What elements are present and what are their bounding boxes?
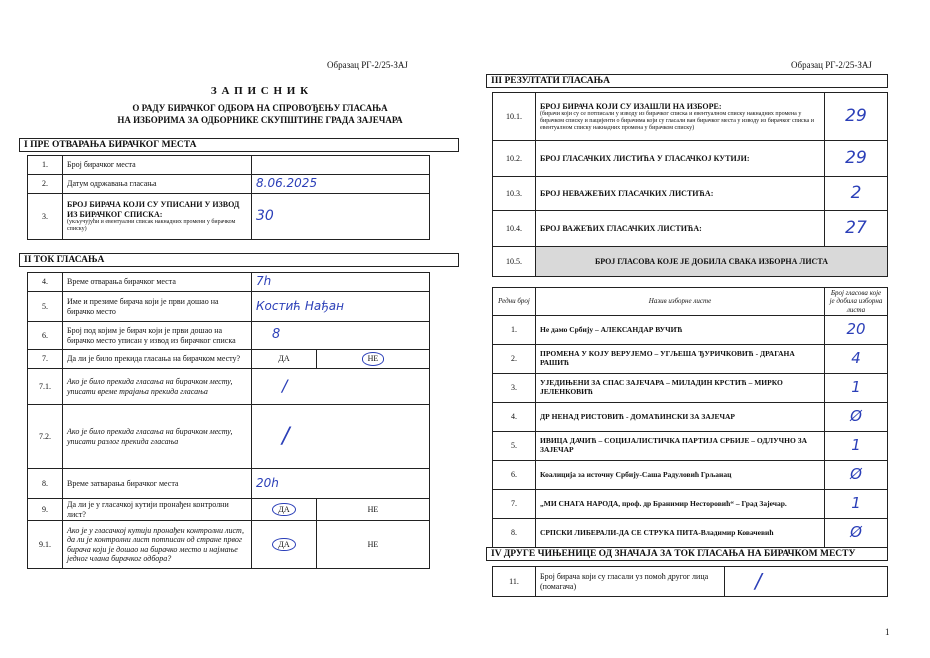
row-number: 4. [28,273,63,292]
row-number: 10.1. [493,93,536,141]
interruption-reason-value[interactable]: / [252,405,430,469]
table-row [493,141,888,177]
row-label: Време затварања бирачког места [63,469,252,499]
turnout-label: БРОЈ БИРАЧА КОЈИ СУ ИЗАШЛИ НА ИЗБОРЕ: [540,101,722,111]
results-table [492,92,888,277]
table-row [28,273,430,292]
list-number: 7. [493,490,536,519]
list-name: СРПСКИ ЛИБЕРАЛИ-ДА СЕ СТРУКА ПИТА-Владимир Ковачевић [536,519,825,548]
row-label: Ако је било прекида гласања на бирачком месту, уписати време трајања прекида гласања [63,369,252,405]
row-number: 6. [28,322,63,350]
option-no[interactable]: НЕ [317,521,430,569]
row-number: 10.5. [493,247,536,277]
list-row [493,490,888,519]
list-number: 6. [493,461,536,490]
valid-ballots-value[interactable]: 27 [825,211,888,247]
row-number: 7. [28,350,63,369]
table-row [28,499,430,521]
list-number: 8. [493,519,536,548]
row-label [536,93,825,141]
table-row [28,469,430,499]
row-number: 7.2. [28,405,63,469]
list-row [493,461,888,490]
column-header-number: Редни број [493,288,536,316]
first-voter-number-value[interactable]: 8 [252,322,430,350]
section-1-table [27,155,430,240]
row-label: Ако је у гласачкој кутији пронађен контролни лист, да ли је контролни лист потписан од стране првог бирача који је дошао на бирачко место и најмање једног члана бирачког одбора? [63,521,252,569]
row-label: Број под којим је бирач који је први дошао на бирачко место уписан у извод из бирачког списка [63,322,252,350]
table-row [493,247,888,277]
option-no-selected[interactable] [317,350,430,369]
row-number: 8. [28,469,63,499]
option-yes-selected[interactable] [252,521,317,569]
turnout-note: (бирачи који су се потписали у изводу из бирачког списка и евентуалном списку накнадних промена у бирачком списку и пацијенти о бирачима који су гласали ван бирачког места у изводу из бирачког списка и евентуалном списку накнадних промена у бирачком списку) [540,110,814,131]
list-votes[interactable]: 4 [825,345,888,374]
row-number: 10.2. [493,141,536,177]
list-row [493,403,888,432]
list-number: 3. [493,374,536,403]
row-number: 5. [28,292,63,322]
page-number: 1 [885,627,890,637]
table-header-row [493,288,888,316]
interruption-duration-value[interactable]: / [252,369,430,405]
row-label: Време отварања бирачког места [63,273,252,292]
list-row [493,374,888,403]
registered-voters-note: (укључујући и евентуални списак накнадних промени у бирачком списку) [67,218,236,232]
row-number: 11. [493,567,536,597]
option-yes-selected[interactable] [252,499,317,521]
row-number: 10.3. [493,177,536,211]
table-row [493,211,888,247]
table-row [28,156,430,175]
list-votes[interactable]: Ø [825,403,888,432]
row-label: Број бирачког места [63,156,252,175]
table-row [28,405,430,469]
list-name: УЈЕДИЊЕНИ ЗА СПАС ЗАЈЕЧАРА – МИЛАДИН КРСТИЋ – МИРКО ЈЕЛЕНКОВИЋ [536,374,825,403]
section-3-header: III РЕЗУЛТАТИ ГЛАСАЊА [486,74,888,88]
list-row [493,345,888,374]
table-row [28,350,430,369]
polling-station-value[interactable] [252,156,430,175]
row-label: Датум одржавања гласања [63,175,252,194]
list-number: 5. [493,432,536,461]
table-row [28,521,430,569]
section-2-header: II ТОК ГЛАСАЊА [19,253,459,267]
row-label: Да ли је било прекида гласања на бирачком месту? [63,350,252,369]
lists-table [492,287,888,548]
list-row [493,316,888,345]
registered-voters-value[interactable]: 30 [252,194,430,240]
row-label: БРОЈ НЕВАЖЕЋИХ ГЛАСАЧКИХ ЛИСТИЋА: [536,177,825,211]
form-code-left: Образац РГ-2/25-ЗАЈ [327,60,408,70]
votes-heading: БРОЈ ГЛАСОВА КОЈЕ ЈЕ ДОБИЛА СВАКА ИЗБОРНА ЛИСТА [536,247,888,277]
option-no[interactable]: НЕ [317,499,430,521]
list-votes[interactable]: Ø [825,519,888,548]
list-name: Коалиција за источну Србију-Саша Радуловић Грљанац [536,461,825,490]
row-number: 2. [28,175,63,194]
form-code-right: Образац РГ-2/25-ЗАЈ [791,60,872,70]
list-number: 1. [493,316,536,345]
table-row [493,93,888,141]
closing-time-value[interactable]: 20h [252,469,430,499]
section-4-table [492,566,888,597]
date-value[interactable]: 8.06.2025 [252,175,430,194]
list-name: „МИ СНАГА НАРОДА, проф. др Бранимир Несторовић“ – Град Зајечар. [536,490,825,519]
row-label: БРОЈ ГЛАСАЧКИХ ЛИСТИЋА У ГЛАСАЧКОЈ КУТИЈИ: [536,141,825,177]
row-label: БРОЈ ВАЖЕЋИХ ГЛАСАЧКИХ ЛИСТИЋА: [536,211,825,247]
option-no-label: НЕ [362,352,385,365]
row-number: 9.1. [28,521,63,569]
option-yes-label: ДА [272,538,295,551]
list-name: ИВИЦА ДАЧИЋ – СОЦИЈАЛИСТИЧКА ПАРТИЈА СРБИЈЕ – ОДЛУЧНО ЗА ЗАЈЕЧАР [536,432,825,461]
row-label: Број бирача који су гласали уз помоћ другог лица (помагача) [536,567,725,597]
table-row [493,177,888,211]
list-number: 4. [493,403,536,432]
list-row [493,519,888,548]
list-name: Не дамо Србију – АЛЕКСАНДАР ВУЧИЋ [536,316,825,345]
list-votes[interactable]: 1 [825,490,888,519]
registered-voters-label: БРОЈ БИРАЧА КОЈИ СУ УПИСАНИ У ИЗВОД ИЗ БИРАЧКОГ СПИСКА: [67,200,240,219]
list-row [493,432,888,461]
list-name: ПРОМЕНА У КОЈУ ВЕРУЈЕМО – УГЉЕША ЂУРИЧКОВИЋ - ДРАГАНА РАШИЋ [536,345,825,374]
row-label: Да ли је у гласачкој кутији пронађен контролни лист? [63,499,252,521]
section-2-table [27,272,430,569]
list-votes[interactable]: 1 [825,432,888,461]
document-subtitle-1: О РАДУ БИРАЧКОГ ОДБОРА НА СПРОВОЂЕЊУ ГЛАСАЊА [132,103,388,113]
document-title: З А П И С Н И К [210,85,310,97]
section-1-header: I ПРЕ ОТВАРАЊА БИРАЧКОГ МЕСТА [19,138,459,152]
table-row [493,567,888,597]
list-votes[interactable]: 20 [825,316,888,345]
row-number: 10.4. [493,211,536,247]
turnout-value[interactable]: 29 [825,93,888,141]
table-row [28,292,430,322]
list-number: 2. [493,345,536,374]
row-label: Име и презиме бирача који је први дошао на бирачко место [63,292,252,322]
section-4-header: IV ДРУГЕ ЧИЊЕНИЦЕ ОД ЗНАЧАЈА ЗА ТОК ГЛАСАЊА НА БИРАЧКОМ МЕСТУ [486,547,888,561]
list-votes[interactable]: 1 [825,374,888,403]
row-label [63,194,252,240]
first-voter-name-value[interactable]: Костић Нађан [252,292,430,322]
table-row [28,175,430,194]
row-label: Ако је било прекида гласања на бирачком месту, уписати разлог прекида гласања [63,405,252,469]
ballots-in-box-value[interactable]: 29 [825,141,888,177]
option-yes[interactable]: ДА [252,350,317,369]
row-number: 9. [28,499,63,521]
option-yes-label: ДА [272,503,295,516]
list-votes[interactable]: Ø [825,461,888,490]
opening-time-value[interactable]: 7h [252,273,430,292]
row-number: 1. [28,156,63,175]
table-row [28,194,430,240]
row-number: 7.1. [28,369,63,405]
column-header-votes: Број гласова које је добила изборна листа [825,288,888,316]
assisted-voters-value[interactable]: / [725,567,888,597]
list-name: ДР НЕНАД РИСТОВИЋ - ДОМАЋИНСКИ ЗА ЗАЈЕЧАР [536,403,825,432]
invalid-ballots-value[interactable]: 2 [825,177,888,211]
table-row [28,369,430,405]
column-header-list: Назив изборне листе [536,288,825,316]
row-number: 3. [28,194,63,240]
document-subtitle-2: НА ИЗБОРИМА ЗА ОДБОРНИКЕ СКУПШТИНЕ ГРАДА ЗАЈЕЧАРА [117,115,403,125]
table-row [28,322,430,350]
